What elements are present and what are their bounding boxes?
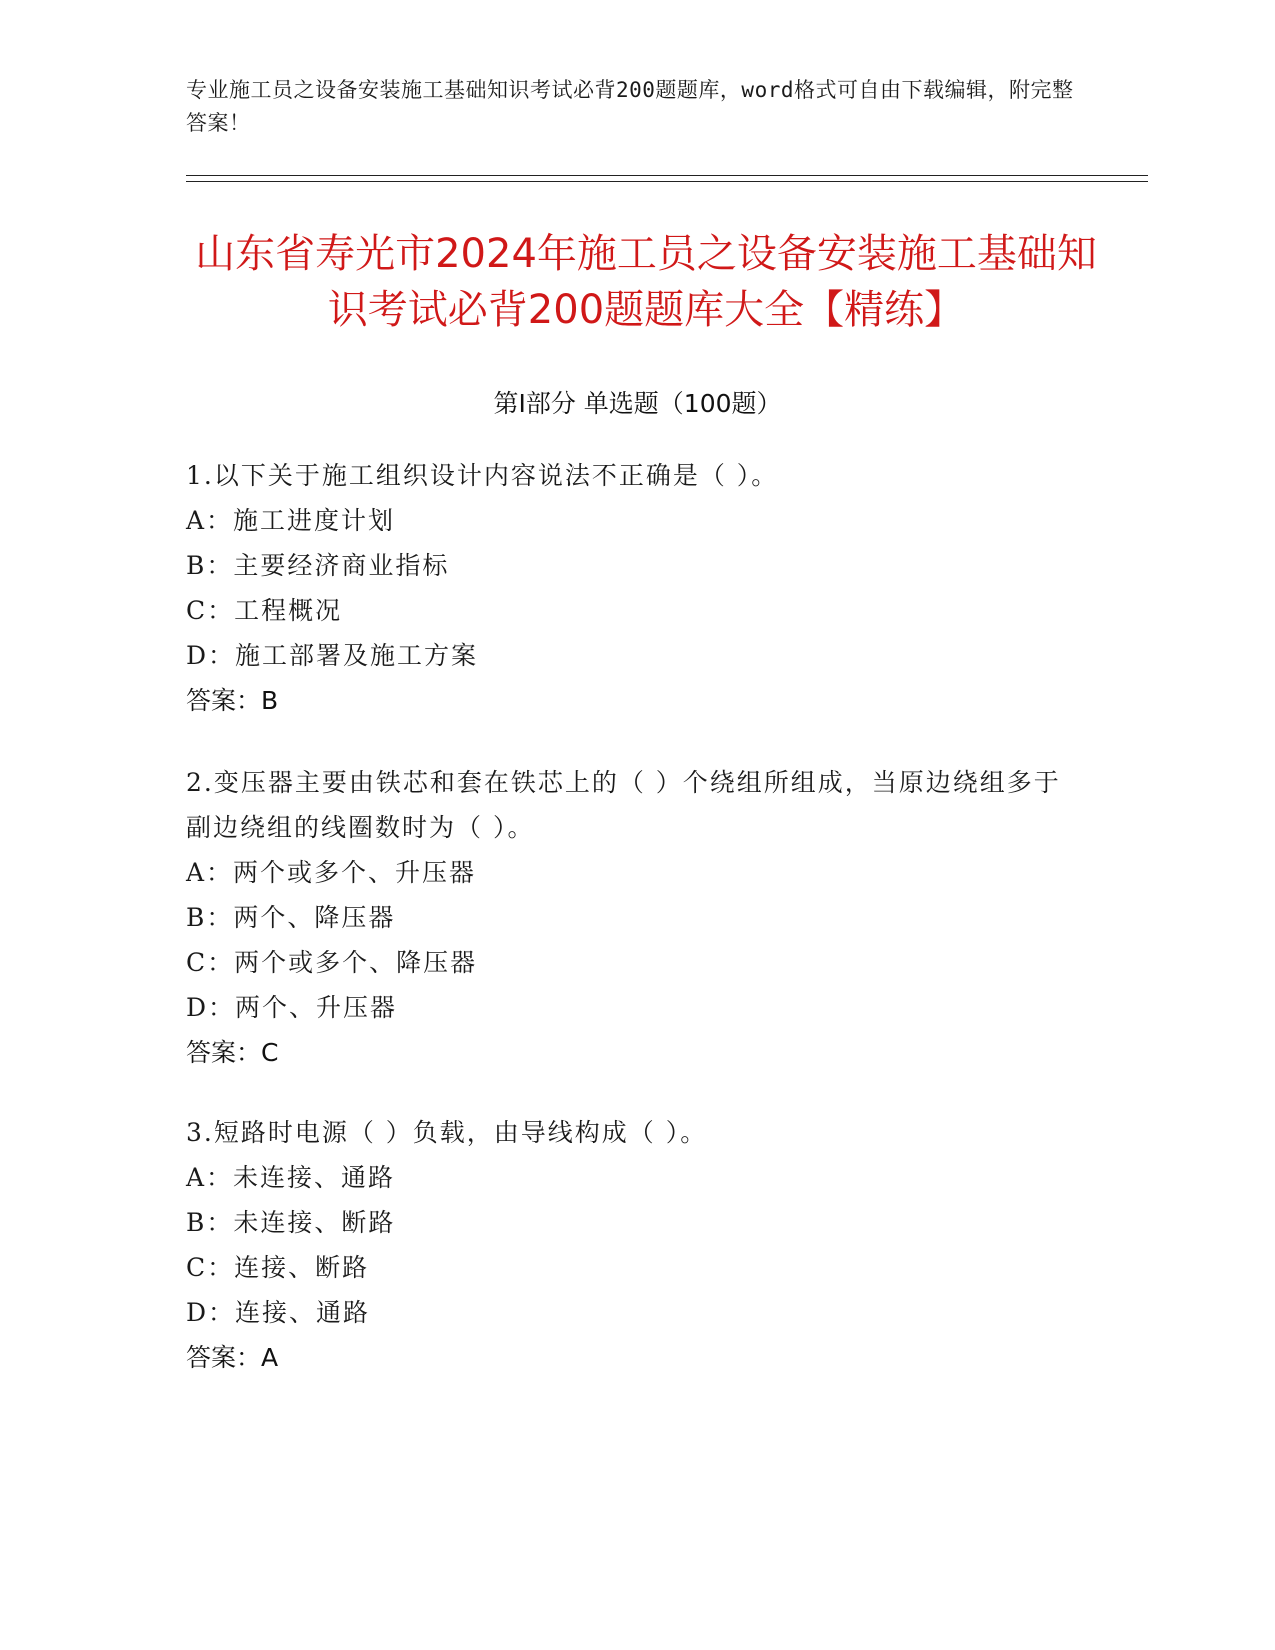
option-d: D：施工部署及施工方案 — [186, 641, 479, 670]
answer: 答案：B — [186, 686, 279, 715]
answer: 答案：C — [186, 1038, 279, 1067]
header-divider-bottom — [186, 181, 1148, 182]
document-title: 山东省寿光市2024年施工员之设备安装施工基础知识考试必背200题题库大全【精练】 — [195, 231, 1097, 333]
option-b: B：两个、降压器 — [186, 903, 396, 932]
section-title: 第I部分 单选题（100题） — [493, 389, 782, 418]
option-c: C：连接、断路 — [186, 1253, 370, 1282]
option-c: C：工程概况 — [186, 596, 343, 625]
question-1 — [186, 453, 1086, 723]
header-divider-top — [186, 175, 1148, 176]
option-b: B：主要经济商业指标 — [186, 551, 450, 580]
question-2 — [186, 760, 1086, 1075]
question-stem: 1.以下关于施工组织设计内容说法不正确是（ ）。 — [186, 461, 779, 490]
option-c: C：两个或多个、降压器 — [186, 948, 478, 977]
option-d: D：两个、升压器 — [186, 993, 398, 1022]
option-a: A：未连接、通路 — [186, 1163, 396, 1192]
header-note: 专业施工员之设备安装施工基础知识考试必背200题题库，word格式可自由下载编辑，附完整答案！ — [186, 78, 1074, 135]
question-stem: 2.变压器主要由铁芯和套在铁芯上的（ ）个绕组所组成，当原边绕组多于副边绕组的线圈数时为（ ）。 — [186, 768, 1061, 842]
option-b: B：未连接、断路 — [186, 1208, 396, 1237]
option-a: A：施工进度计划 — [186, 506, 396, 535]
option-d: D：连接、通路 — [186, 1298, 371, 1327]
question-3 — [186, 1110, 1086, 1380]
question-stem: 3.短路时电源（ ）负载，由导线构成（ ）。 — [186, 1118, 708, 1147]
answer: 答案：A — [186, 1343, 279, 1372]
option-a: A：两个或多个、升压器 — [186, 858, 477, 887]
